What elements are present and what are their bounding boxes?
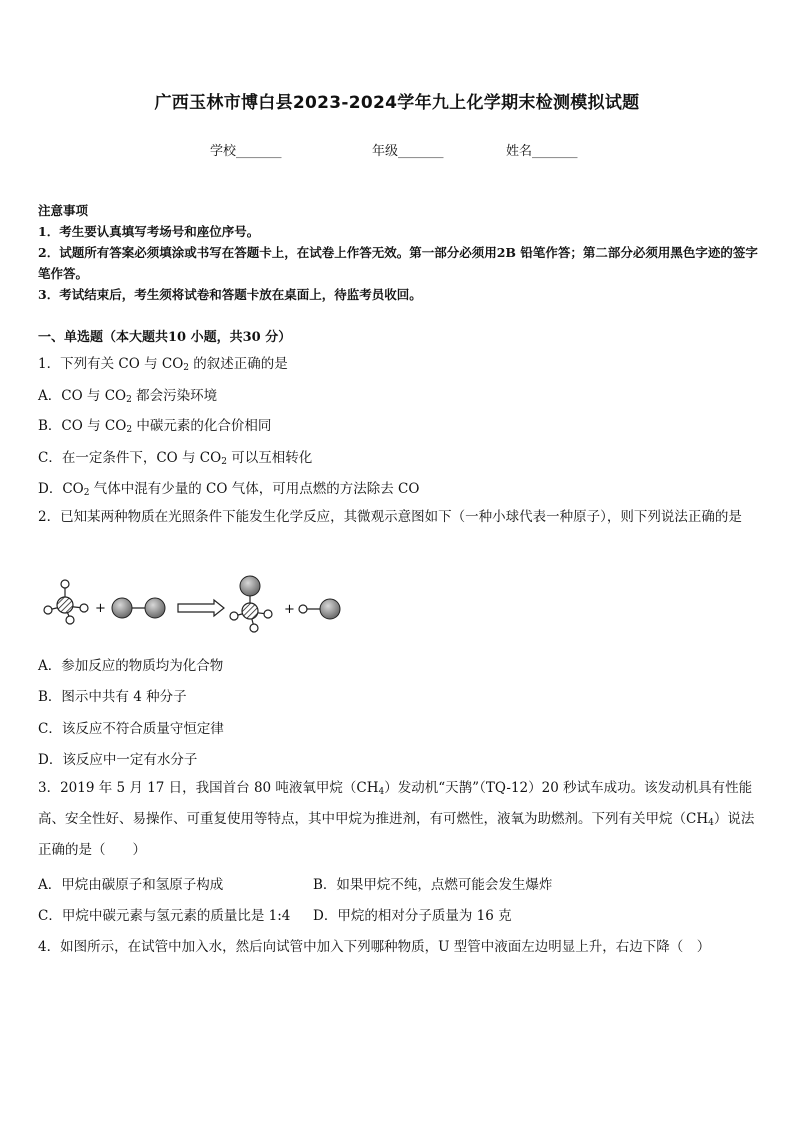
question-4-stem: 4．如图所示，在试管中加入水，然后向试管中加入下列哪种物质，U 型管中液面左边明显上升，右边下降（ ） [38,939,711,955]
question-2-option-b[interactable]: B．图示中共有 4 种分子 [38,689,187,705]
school-field[interactable]: 学校_______ [210,144,282,159]
question-3-option-d[interactable]: D．甲烷的相对分子质量为 16 克 [313,908,512,924]
notice-block [38,200,760,305]
question-3-option-a[interactable]: A．甲烷由碳原子和氢原子构成 [38,877,224,893]
question-2-stem: 2．已知某两种物质在光照条件下能发生化学反应，其微观示意图如下（一种小球代表一种原子），则下列说法正确的是 [38,509,742,525]
notice-heading: 注意事项 [38,203,89,218]
product-molecule-small [299,599,340,619]
grade-field[interactable]: 年级_______ [372,144,444,159]
plus-sign-1: + [95,601,106,616]
question-3-option-c[interactable]: C．甲烷中碳元素与氢元素的质量比是 1:4 [38,908,291,924]
question-1-option-c[interactable]: C．在一定条件下，CO 与 $CO_2$ 可以互相转化 [38,450,313,467]
reaction-diagram [38,572,348,638]
notice-item: 2．试题所有答案必须填涂或书写在答题卡上，在试卷上作答无效。第一部分必须用2B 铅笔作答；第二部分必须用黑色字迹的签字笔作答。 [38,245,758,281]
name-field[interactable]: 姓名_______ [506,144,578,159]
notice-item: 1．考生要认真填写考场号和座位序号。 [38,224,260,239]
question-1-option-b[interactable]: B．CO 与 $CO_2$ 中碳元素的化合价相同 [38,418,272,435]
question-2-option-d[interactable]: D．该反应中一定有水分子 [38,752,198,768]
question-3-stem: 3．2019 年 5 月 17 日，我国首台 80 吨液氧甲烷$(CH_4)$发动机“天鹊”（TQ-12）20 秒试车成功。该发动机具有性能高、安全性好、易操作、可重复使用等特点，其中甲烷为推进剂，有可燃性，液氧为助燃剂。下列有关甲烷$(CH_4)$说法正确的是（ ） [38,780,755,858]
reactant-molecule-hatched [44,580,88,624]
question-2-option-a[interactable]: A．参加反应的物质均为化合物 [38,658,224,674]
product-molecule-hatched [230,576,272,632]
reactant-molecule-grey [112,598,165,618]
plus-sign-2: + [284,602,295,617]
notice-item: 3．考试结束后，考生须将试卷和答题卡放在桌面上，待监考员收回。 [38,287,422,302]
question-1-option-d[interactable]: D．$CO_2$ 气体中混有少量的 CO 气体，可用点燃的方法除去 CO [38,481,420,498]
page-title: 广西玉林市博白县2023-2024学年九上化学期末检测模拟试题 [154,93,640,113]
question-1-option-a[interactable]: A．CO 与 $CO_2$ 都会污染环境 [38,388,218,405]
section-heading: 一、单选题（本大题共10 小题，共30 分） [38,330,292,345]
question-1-stem: 1．下列有关 CO 与 $CO_2$ 的叙述正确的是 [38,356,288,373]
question-2-option-c[interactable]: C．该反应不符合质量守恒定律 [38,721,224,737]
reaction-arrow [178,600,224,616]
question-3-option-b[interactable]: B．如果甲烷不纯，点燃可能会发生爆炸 [313,877,553,893]
